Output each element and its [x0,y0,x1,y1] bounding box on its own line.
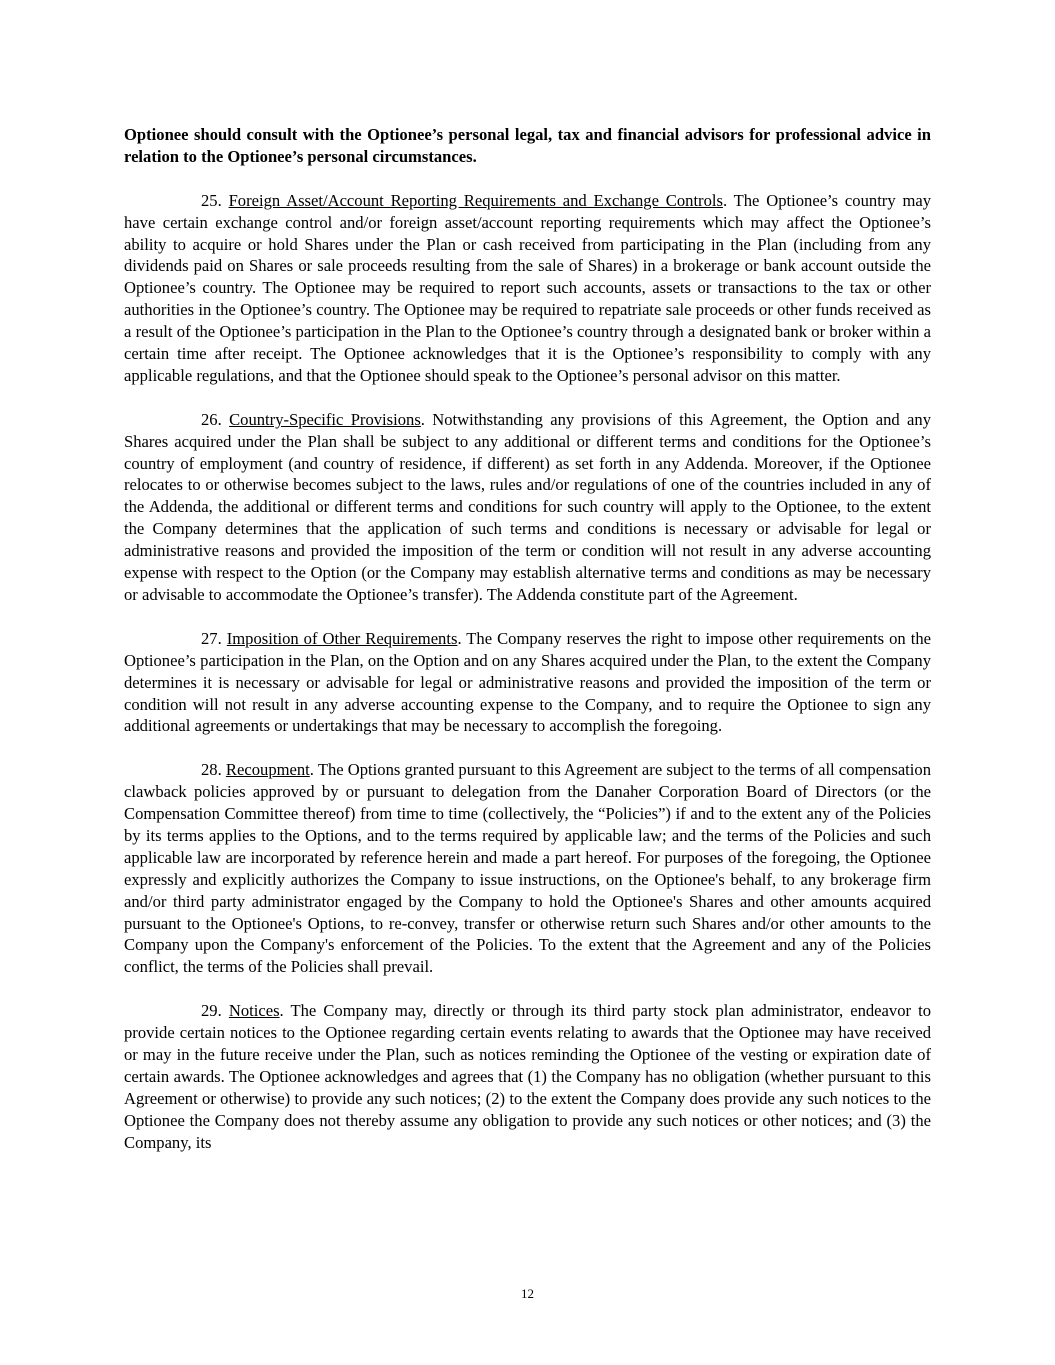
section-number: 25. [201,190,222,210]
section-number: 28. [201,760,222,780]
section-number: 29. [201,1001,222,1021]
section-25 [124,190,931,387]
section-body: . The Company reserves the right to impose other requirements on the Optionee’s participation in the Plan, on the Option and on any Shares acquired under the Plan, to the extent the Company determines it is necessary or advisable for legal or administrative reasons and provided the imposition of the term or condition will not result in any adverse accounting expense to the Company, and to require the Optionee to sign any additional agreements or undertakings that may be necessary to accomplish the foregoing. [124,628,931,736]
intro-paragraph: Optionee should consult with the Optionee’s personal legal, tax and financial advisors for professional advice in relation to the Optionee’s personal circumstances. [124,125,931,166]
section-body: . The Optionee’s country may have certain exchange control and/or foreign asset/account reporting requirements which may affect the Optionee’s ability to acquire or hold Shares under the Plan or cash received from participating in the Plan (including from any dividends paid on Shares or sale proceeds resulting from the sale of Shares) in a brokerage or bank account outside the Optionee’s country. The Optionee may be required to report such accounts, assets or transactions to the tax or other authorities in the Optionee’s country. The Optionee may be required to repatriate sale proceeds or other funds received as a result of the Optionee’s participation in the Plan to the Optionee’s country through a designated bank or broker within a certain time after receipt. The Optionee acknowledges that it is the Optionee’s responsibility to comply with any applicable regulations, and that the Optionee should speak to the Optionee’s personal advisor on this matter. [124,190,932,385]
section-heading: Recoupment [225,760,310,780]
section-27 [124,628,931,738]
section-heading: Imposition of Other Requirements [226,628,458,648]
section-body: . The Options granted pursuant to this Agreement are subject to the terms of all compensation clawback policies approved by or pursuant to delegation from the Danaher Corporation Board of Directors (or the Compensation Committee thereof) from time to time (collectively, the “Policies”) if and to the extent any of the Policies by its terms applies to the Options, and to the terms required by applicable law; and the terms of the Policies and such applicable law are incorporated by reference herein and made a part hereof. For purposes of the foregoing, the Optionee expressly and explicitly authorizes the Company to issue instructions, on the Optionee's behalf, to any brokerage firm and/or third party administrator engaged by the Company to hold the Optionee's Shares and other amounts acquired pursuant to the Optionee's Options, to re-convey, transfer or otherwise return such Shares and/or other amounts to the Company upon the Company's enforcement of the Policies. To the extent that the Agreement and any of the Policies conflict, the terms of the Policies shall prevail. [124,760,931,977]
section-body: . The Company may, directly or through its third party stock plan administrator, endeavor to provide certain notices to the Optionee regarding certain events relating to awards that the Optionee may have received or may in the future receive under the Plan, such as notices reminding the Optionee of the vesting or expiration date of certain awards. The Optionee acknowledges and agrees that (1) the Company has no obligation (whether pursuant to this Agreement or otherwise) to provide any such notices; (2) to the extent the Company does provide any such notices to the Optionee the Company does not thereby assume any obligation to provide any such notices or other notices; and (3) the Company, its [124,1001,932,1152]
document-page [124,124,931,1175]
section-26 [124,409,931,606]
section-heading: Notices [228,1001,280,1021]
page-number: 12 [521,1286,534,1301]
section-28 [124,759,931,978]
section-body: . Notwithstanding any provisions of this Agreement, the Option and any Shares acquired under the Plan shall be subject to any additional or different terms and conditions for the Optionee’s country of employment (and country of residence, if different) as set forth in any Addenda. Moreover, if the Optionee relocates to or otherwise becomes subject to the laws, rules and/or regulations of one of the countries included in any of the Addenda, the additional or different terms and conditions for such country will apply to the Optionee, to the extent the Company determines that the application of such terms and conditions is necessary or advisable for legal or administrative reasons and provided the imposition of the term or condition will not result in any adverse accounting expense with respect to the Option (or the Company may establish alternative terms and conditions as may be necessary or advisable to accommodate the Optionee’s transfer). The Addenda constitute part of the Agreement. [124,409,931,604]
section-number: 27. [201,628,222,648]
section-29 [124,1000,931,1153]
section-number: 26. [201,409,222,429]
section-heading: Country-Specific Provisions [229,409,421,429]
section-heading: Foreign Asset/Account Reporting Requirements and Exchange Controls [228,190,723,210]
